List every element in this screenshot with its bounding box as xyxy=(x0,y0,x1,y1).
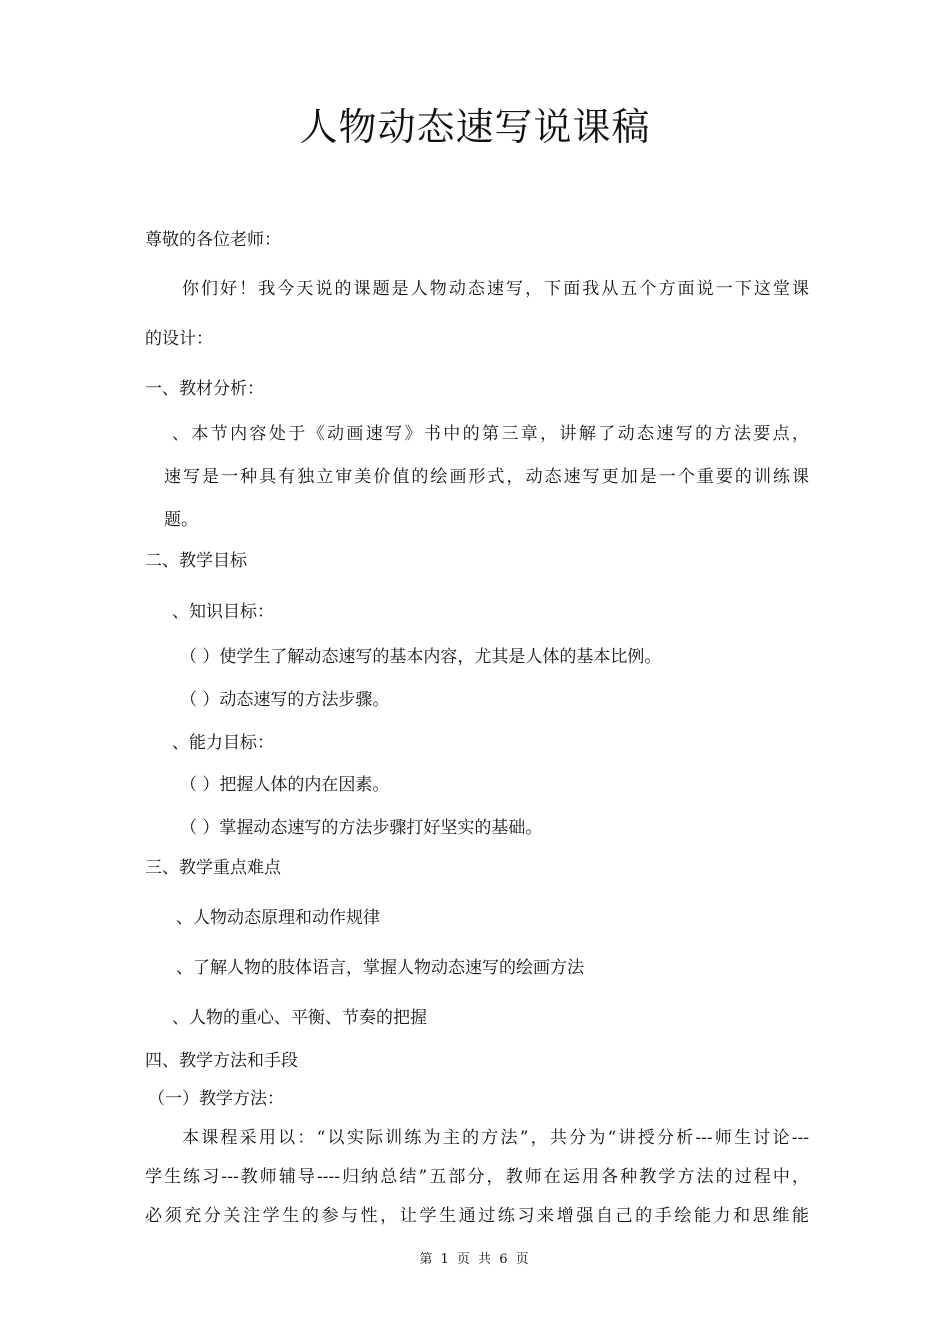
intro-line-1: 你们好！我今天说的课题是人物动态速写，下面我从五个方面说一下这堂课 xyxy=(182,279,809,299)
section-heading-1: 一、教材分析： xyxy=(145,379,264,399)
section-heading-4: 四、教学方法和手段 xyxy=(145,1051,298,1071)
salutation: 尊敬的各位老师： xyxy=(145,230,281,250)
section-heading-2: 二、教学目标 xyxy=(145,551,247,571)
teaching-method-heading: （一）教学方法： xyxy=(148,1089,284,1109)
method-line-1: 本课程采用以：“以实际训练为主的方法”，共分为“讲授分析---师生讨论--- xyxy=(182,1128,809,1148)
knowledge-goal-2: （ ）动态速写的方法步骤。 xyxy=(180,690,390,710)
ability-goal-2: （ ）掌握动态速写的方法步骤打好坚实的基础。 xyxy=(180,818,543,838)
key-point-1: 、人物动态原理和动作规律 xyxy=(176,908,380,928)
document-title: 人物动态速写说课稿 xyxy=(299,105,651,149)
method-line-2: 学生练习---教师辅导----归纳总结”五部分，教师在运用各种教学方法的过程中， xyxy=(145,1167,809,1187)
intro-line-2: 的设计： xyxy=(145,329,213,349)
section-1-line-2: 速写是一种具有独立审美价值的绘画形式，动态速写更加是一个重要的训练课 xyxy=(164,467,809,487)
section-heading-3: 三、教学重点难点 xyxy=(145,858,281,878)
key-point-2: 、了解人物的肢体语言，掌握人物动态速写的绘画方法 xyxy=(176,958,584,978)
knowledge-goal-heading: 、知识目标： xyxy=(172,602,274,622)
ability-goal-1: （ ）把握人体的内在因素。 xyxy=(180,775,390,795)
section-1-line-3: 题。 xyxy=(164,510,198,530)
section-1-line-1: 、本节内容处于《动画速写》书中的第三章，讲解了动态速写的方法要点， xyxy=(172,424,809,444)
knowledge-goal-1: （ ）使学生了解动态速写的基本内容，尤其是人体的基本比例。 xyxy=(180,647,662,667)
ability-goal-heading: 、能力目标： xyxy=(172,733,274,753)
key-point-3: 、人物的重心、平衡、节奏的把握 xyxy=(172,1008,427,1028)
method-line-3: 必须充分关注学生的参与性，让学生通过练习来增强自己的手绘能力和思维能 xyxy=(145,1206,809,1226)
page-footer: 第 1 页 共 6 页 xyxy=(419,1252,531,1267)
